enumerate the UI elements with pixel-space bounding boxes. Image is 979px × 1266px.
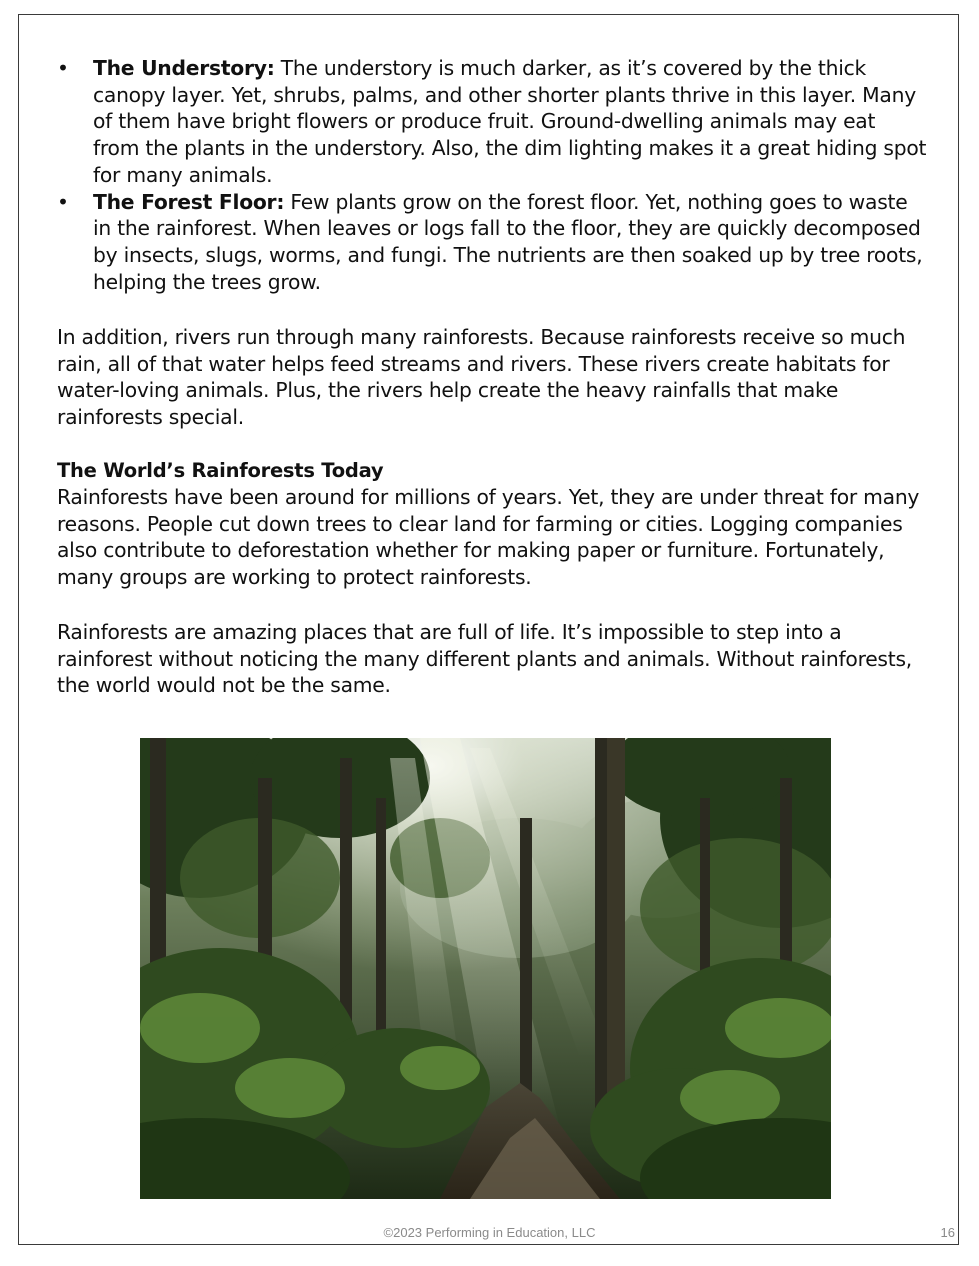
understory-term: The Understory: xyxy=(93,56,275,80)
page-number: 16 xyxy=(940,1225,955,1240)
section-heading: The World’s Rainforests Today xyxy=(57,459,384,482)
layer-bullet-list xyxy=(57,55,927,295)
footer-copyright: ©2023 Performing in Education, LLC xyxy=(383,1225,596,1240)
forest-floor-term: The Forest Floor: xyxy=(93,189,285,214)
bullet-marker: • xyxy=(57,189,69,214)
forest-floor-description: Few plants grow on the forest floor. Yet, nothing goes to waste in the rainforest. When leaves or logs fall to the floor, they are quickly decomposed by insects, slugs, worms, and fungi. The nutrients are then soaked up by tree roots, helping the trees grow. xyxy=(93,189,923,294)
understory-description: The understory is much darker, as it’s covered by the thick canopy layer. Yet, shrubs, palms, and other shorter plants thrive in this layer. Many of them have bright flowers or produce fruit. Ground-dwelling animals may eat from the plants in the understory. Also, the dim lighting makes it a great hiding spot for many animals. xyxy=(93,56,927,187)
rainforest-illustration xyxy=(140,738,831,1199)
conclusion-paragraph: Rainforests are amazing places that are full of life. It’s impossible to step into a rainforest without noticing the many different plants and animals. Without rainforests, the world would not be the same. xyxy=(57,620,912,698)
rivers-paragraph: In addition, rivers run through many rainforests. Because rainforests receive so much rain, all of that water helps feed streams and rivers. These rivers create habitats for water-loving animals. Plus, the rivers help create the heavy rainfalls that make rainforests special. xyxy=(57,325,906,430)
bullet-marker: • xyxy=(57,56,69,80)
rainforests-today-paragraph: Rainforests have been around for millions of years. Yet, they are under threat for many reasons. People cut down trees to clear land for farming or cities. Logging companies also contribute to deforestation whether for making paper or furniture. Fortunately, many groups are working to protect rainforests. xyxy=(57,485,920,590)
bullet-understory xyxy=(57,55,927,189)
rainforest-photo xyxy=(140,738,831,1199)
bullet-forest-floor xyxy=(57,189,927,296)
